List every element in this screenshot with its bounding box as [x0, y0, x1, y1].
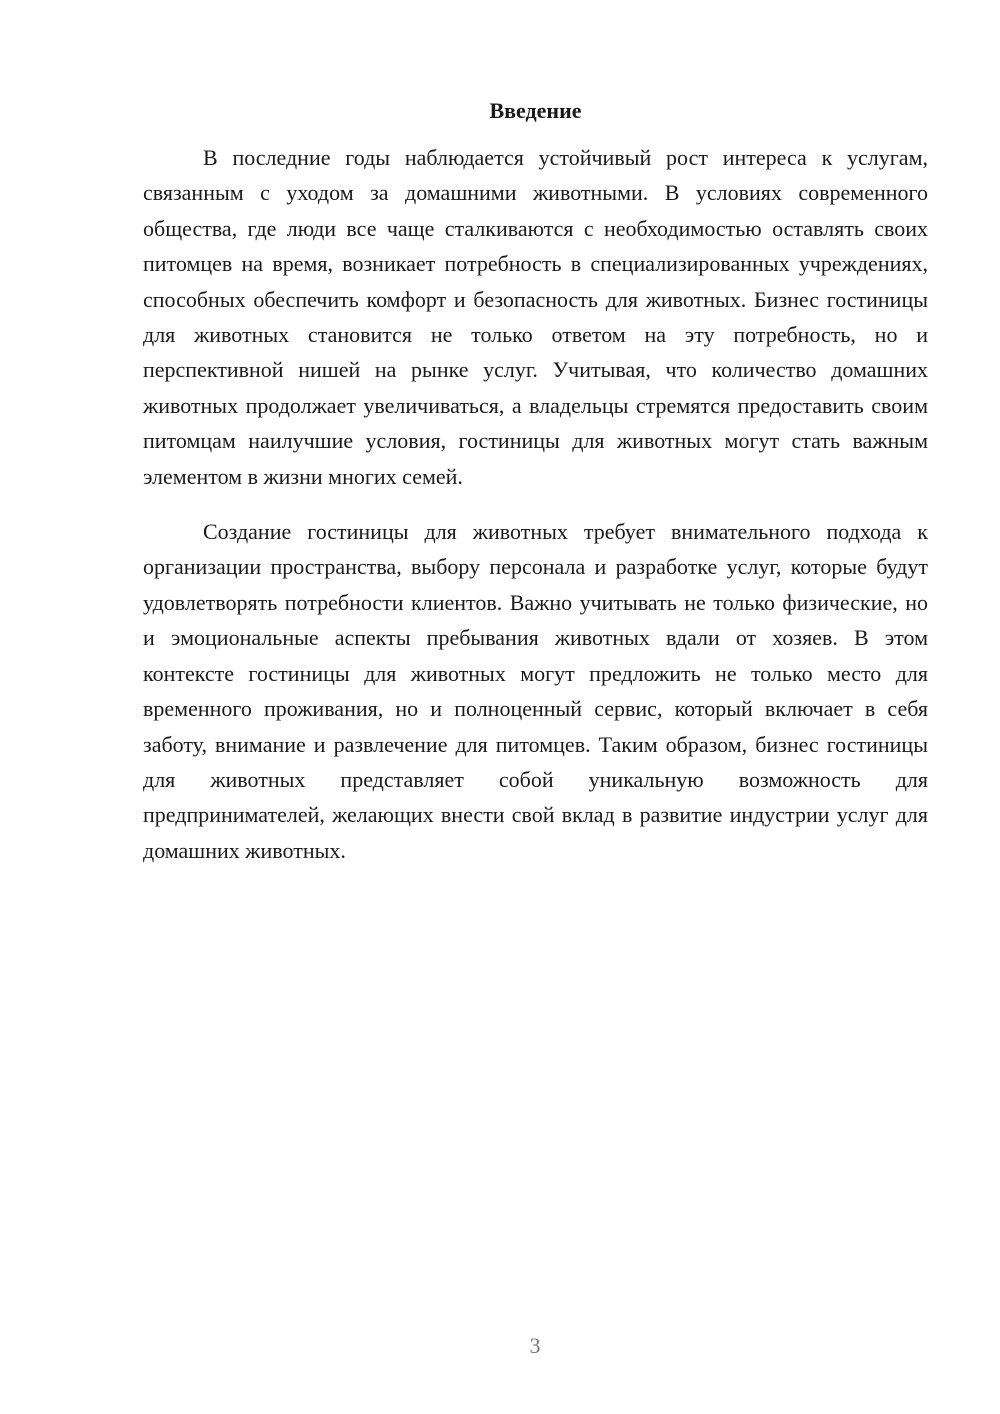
paragraph-1: В последние годы наблюдается устойчивый рост интереса к услугам, связанным с уходом за домашними животными. В условиях современного общества, где люди все чаще сталкиваются с необходимостью оставлять своих питомцев на время, возникает потребность в специализированных учреждениях, способных обеспечить комфорт и безопасность для животных. Бизнес гостиницы для животных становится не только ответом на эту потребность, но и перспективной нишей на рынке услуг. Учитывая, что количество домашних животных продолжает увеличиваться, а владельцы стремятся предоставить своим питомцам наилучшие условия, гостиницы для животных могут стать важным элементом в жизни многих семей. — [143, 145, 928, 489]
section-heading: Введение — [489, 98, 582, 123]
paragraph-2: Создание гостиницы для животных требует внимательного подхода к организации пространства, выбору персонала и разработке услуг, которые будут удовлетворять потребности клиентов. Важно учитывать не только физические, но и эмоциональные аспекты пребывания животных вдали от хозяев. В этом контексте гостиницы для животных могут предложить не только место для временного проживания, но и полноценный сервис, который включает в себя заботу, внимание и развлечение для питомцев. Таким образом, бизнес гостиницы для животных представляет собой уникальную возможность для предпринимателей, желающих внести свой вклад в развитие индустрии услуг для домашних животных. — [143, 519, 928, 863]
page-content — [143, 96, 928, 868]
page-number: 3 — [529, 1333, 541, 1358]
